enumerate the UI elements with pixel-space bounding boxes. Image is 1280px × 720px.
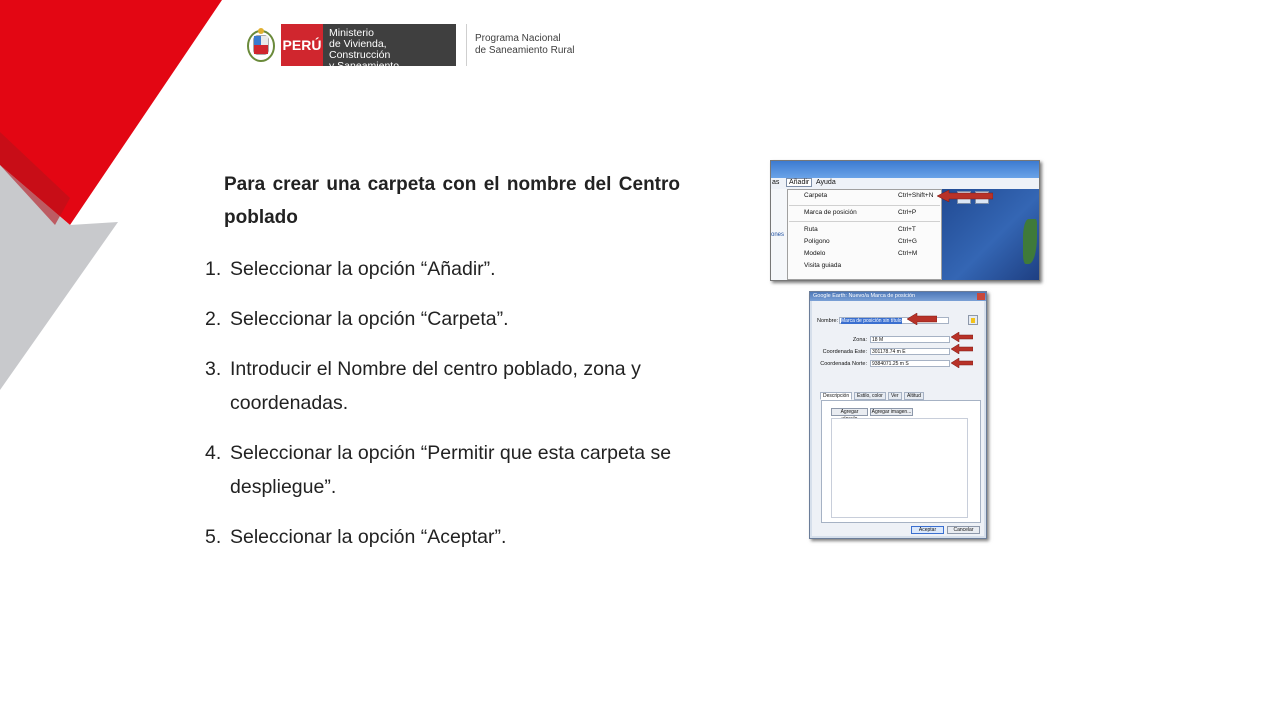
step-text: Introducir el Nombre del centro poblado, zona y coordenadas. (230, 358, 641, 414)
step-number: 3. (205, 358, 222, 380)
screenshot-left-panel (771, 189, 787, 280)
dialog-titlebar (810, 292, 986, 301)
ministry-line-3: y Saneamiento (329, 60, 400, 72)
screenshot-titlebar (771, 161, 1039, 178)
add-link-button: Agregar (831, 408, 868, 416)
step-item (205, 252, 695, 286)
menu-item-label: Polígono (804, 238, 830, 245)
intro-heading: Para crear una carpeta con el nombre del Centro poblado (224, 174, 680, 228)
dialog-screenshot (809, 291, 987, 539)
pin-icon (968, 315, 978, 325)
land-shape (1023, 219, 1037, 264)
steps-list (205, 252, 695, 570)
menubar-item-anadir: Añadir (786, 178, 812, 187)
east-value: 301178.74 m E (872, 349, 906, 355)
step-number: 5. (205, 526, 222, 548)
ok-button: Aceptar (911, 526, 944, 534)
menu-item-shortcut: Ctrl+M (898, 250, 918, 257)
add-image-button: Agregar imagen... (871, 409, 912, 415)
tab-descripcion: Descripción (820, 392, 852, 400)
red-arrow-icon (907, 313, 937, 325)
step-text: Seleccionar la opción “Permitir que esta carpeta se despliegue”. (230, 442, 672, 498)
menubar-item: Ayuda (816, 179, 836, 186)
pushpin-icon (971, 318, 975, 323)
red-arrow-icon (951, 358, 973, 368)
header-logo (247, 24, 575, 72)
step-item (205, 352, 695, 420)
ministry-line-1: Ministerio (329, 27, 374, 39)
country-label: PERÚ (282, 37, 322, 53)
zone-value: 18 M (872, 337, 884, 343)
north-value: 9384071.25 m S (872, 361, 909, 367)
tab-ver: Ver (888, 392, 902, 400)
menu-separator (789, 205, 940, 206)
peru-badge (281, 24, 323, 66)
program-line-2: de Saneamiento Rural (475, 45, 575, 56)
east-field (870, 348, 950, 355)
step-number: 2. (205, 308, 222, 330)
step-text: Seleccionar la opción “Aceptar”. (230, 526, 507, 548)
program-name (466, 24, 575, 66)
east-label: Coordenada Este: (822, 349, 867, 355)
program-line-1: Programa Nacional (475, 33, 561, 44)
tab-estilo: Estilo, color (854, 392, 886, 400)
close-icon (977, 293, 985, 300)
north-field (870, 360, 950, 367)
name-value: Marca de posición sin título (841, 318, 902, 324)
menu-item-label: Visita guiada (804, 262, 842, 269)
step-text: Seleccionar la opción “Carpeta”. (230, 308, 509, 330)
red-arrow-icon (951, 344, 973, 354)
menu-screenshot (770, 160, 1040, 281)
name-label: Nombre: (817, 318, 839, 324)
step-item (205, 520, 695, 554)
menu-item-label: Carpeta (804, 192, 828, 199)
coat-of-arms-icon (247, 26, 275, 64)
menu-item-label: Ruta (804, 226, 818, 233)
north-label: Coordenada Norte: (820, 361, 867, 367)
menu-item-shortcut: Ctrl+T (898, 226, 916, 233)
menu-separator (789, 221, 940, 222)
red-arrow-icon (937, 190, 993, 202)
red-arrow-icon (951, 332, 973, 342)
side-text: ones (771, 232, 785, 238)
zone-field (870, 336, 950, 343)
menubar-item: as (772, 179, 780, 186)
screenshot-map (941, 189, 1039, 280)
description-area (831, 418, 968, 518)
cancel-button: Cancelar (947, 526, 980, 534)
menu-item-shortcut: Ctrl+G (898, 238, 917, 245)
ministry-badge (323, 24, 456, 72)
step-text: Seleccionar la opción “Añadir”. (230, 258, 496, 280)
dialog-title: Google Earth: Nuevo/a Marca de posición (813, 293, 916, 299)
tab-altitud: Altitud (904, 392, 924, 400)
zone-label: Zona: (852, 337, 867, 343)
menu-item-label: Marca de posición (804, 209, 857, 216)
step-item (205, 302, 695, 336)
menu-item-shortcut: Ctrl+P (898, 209, 917, 216)
menu-item-label: Modelo (804, 250, 826, 257)
menu-item-shortcut: Ctrl+Shift+N (898, 192, 934, 199)
step-number: 4. (205, 442, 222, 464)
step-number: 1. (205, 258, 222, 280)
ministry-line-2: de Vivienda, Construcción (329, 38, 391, 61)
step-item (205, 436, 695, 504)
